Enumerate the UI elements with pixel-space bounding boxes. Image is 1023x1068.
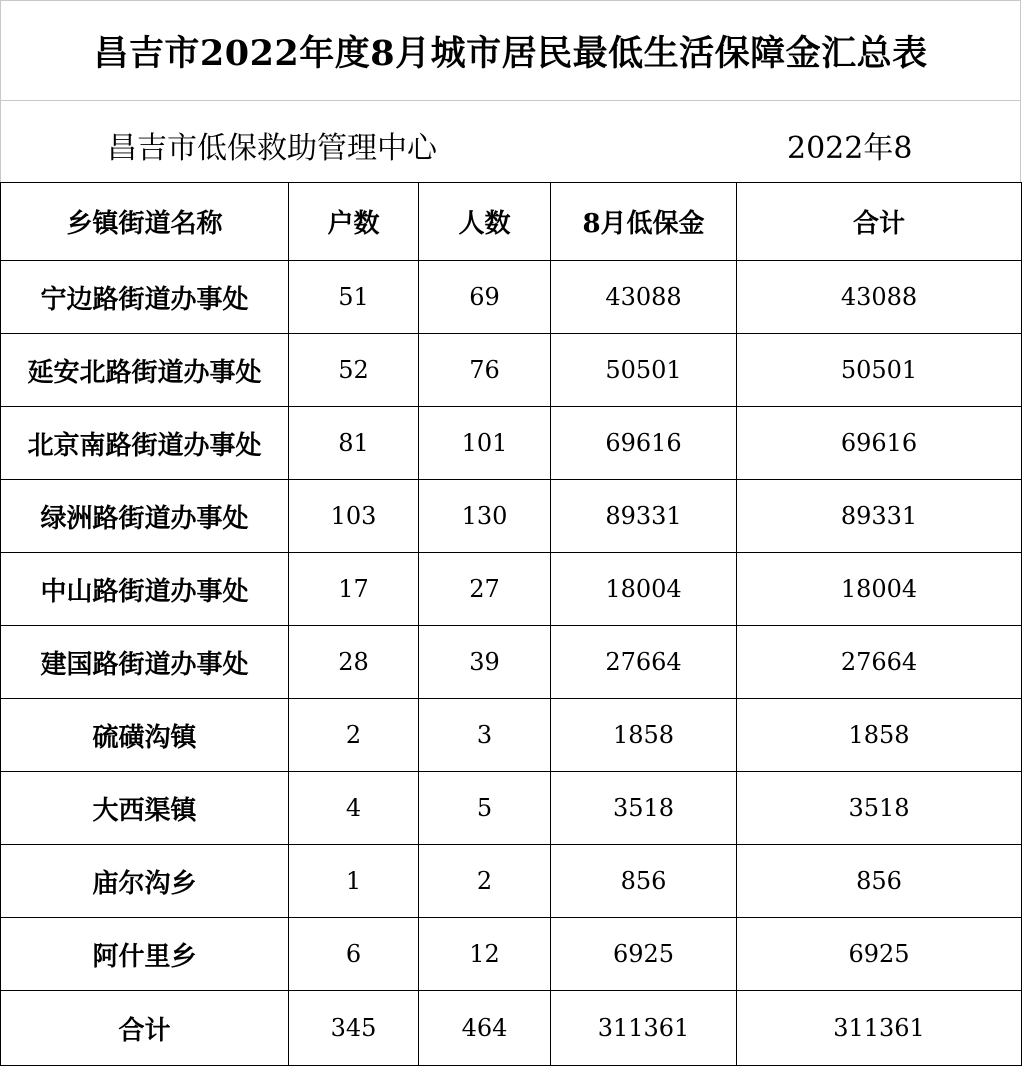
cell-households: 1 — [289, 845, 419, 918]
cell-persons: 101 — [419, 407, 551, 480]
cell-name: 绿洲路街道办事处 — [1, 480, 289, 553]
cell-persons: 3 — [419, 699, 551, 772]
cell-persons: 39 — [419, 626, 551, 699]
cell-households: 103 — [289, 480, 419, 553]
cell-name: 庙尔沟乡 — [1, 845, 289, 918]
total-allowance: 311361 — [551, 991, 737, 1066]
cell-households: 28 — [289, 626, 419, 699]
table-row — [1, 261, 1022, 334]
column-header-allowance: 8月低保金 — [551, 183, 737, 261]
cell-total: 43088 — [737, 261, 1022, 334]
cell-households: 2 — [289, 699, 419, 772]
cell-total: 69616 — [737, 407, 1022, 480]
cell-total: 6925 — [737, 918, 1022, 991]
total-sum: 311361 — [737, 991, 1022, 1066]
table-row — [1, 334, 1022, 407]
cell-households: 4 — [289, 772, 419, 845]
organization-name: 昌吉市低保救助管理中心 — [107, 131, 437, 166]
table-row — [1, 772, 1022, 845]
cell-allowance: 43088 — [551, 261, 737, 334]
cell-allowance: 18004 — [551, 553, 737, 626]
cell-allowance: 1858 — [551, 699, 737, 772]
cell-name: 北京南路街道办事处 — [1, 407, 289, 480]
cell-total: 50501 — [737, 334, 1022, 407]
cell-persons: 69 — [419, 261, 551, 334]
table-row — [1, 626, 1022, 699]
report-period: 2022年8 — [787, 131, 913, 166]
column-header-name: 乡镇街道名称 — [1, 183, 289, 261]
cell-total: 27664 — [737, 626, 1022, 699]
allowance-table — [0, 182, 1022, 1066]
table-row — [1, 845, 1022, 918]
cell-persons: 12 — [419, 918, 551, 991]
cell-persons: 76 — [419, 334, 551, 407]
title-row — [0, 0, 1021, 101]
table-row — [1, 699, 1022, 772]
cell-persons: 5 — [419, 772, 551, 845]
cell-total: 18004 — [737, 553, 1022, 626]
cell-households: 51 — [289, 261, 419, 334]
table-header-row — [1, 183, 1022, 261]
document-title: 昌吉市2022年度8月城市居民最低生活保障金汇总表 — [93, 32, 928, 74]
cell-name: 建国路街道办事处 — [1, 626, 289, 699]
column-header-households: 户数 — [289, 183, 419, 261]
cell-households: 6 — [289, 918, 419, 991]
subheader-row — [0, 101, 1021, 182]
cell-name: 中山路街道办事处 — [1, 553, 289, 626]
cell-total: 856 — [737, 845, 1022, 918]
cell-allowance: 856 — [551, 845, 737, 918]
cell-persons: 130 — [419, 480, 551, 553]
cell-households: 81 — [289, 407, 419, 480]
cell-allowance: 50501 — [551, 334, 737, 407]
cell-name: 宁边路街道办事处 — [1, 261, 289, 334]
cell-name: 阿什里乡 — [1, 918, 289, 991]
cell-name: 大西渠镇 — [1, 772, 289, 845]
total-persons: 464 — [419, 991, 551, 1066]
column-header-persons: 人数 — [419, 183, 551, 261]
cell-allowance: 27664 — [551, 626, 737, 699]
table-row — [1, 407, 1022, 480]
total-label: 合计 — [1, 991, 289, 1066]
column-header-total: 合计 — [737, 183, 1022, 261]
cell-persons: 27 — [419, 553, 551, 626]
table-row — [1, 553, 1022, 626]
cell-total: 89331 — [737, 480, 1022, 553]
cell-allowance: 6925 — [551, 918, 737, 991]
cell-allowance: 69616 — [551, 407, 737, 480]
cell-allowance: 3518 — [551, 772, 737, 845]
cell-name: 延安北路街道办事处 — [1, 334, 289, 407]
table-row — [1, 480, 1022, 553]
table-row — [1, 918, 1022, 991]
cell-name: 硫磺沟镇 — [1, 699, 289, 772]
cell-total: 3518 — [737, 772, 1022, 845]
table-total-row — [1, 991, 1022, 1066]
cell-total: 1858 — [737, 699, 1022, 772]
cell-allowance: 89331 — [551, 480, 737, 553]
cell-persons: 2 — [419, 845, 551, 918]
total-households: 345 — [289, 991, 419, 1066]
cell-households: 52 — [289, 334, 419, 407]
cell-households: 17 — [289, 553, 419, 626]
